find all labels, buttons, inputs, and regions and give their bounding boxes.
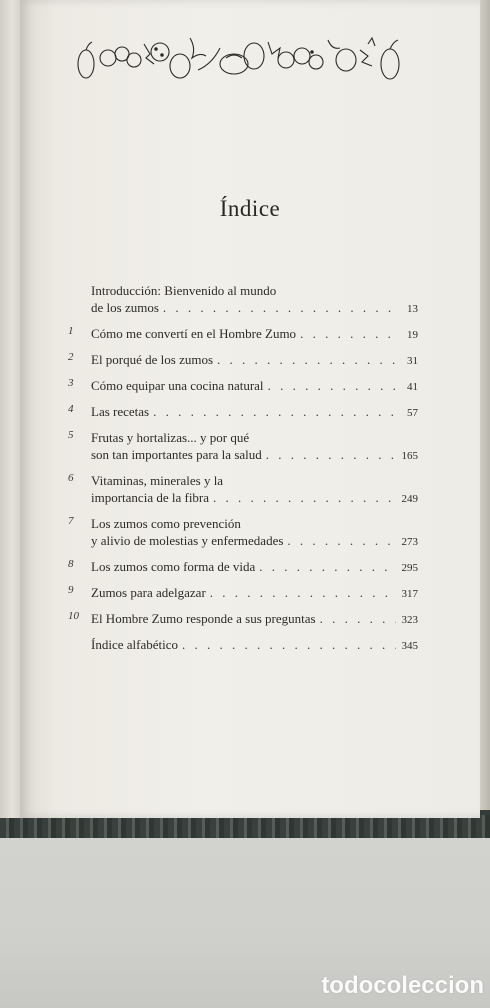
fruit-vegetable-border-icon bbox=[72, 30, 412, 90]
toc-line bbox=[91, 446, 418, 465]
chapter-title: y alivio de molestias y enfermedades bbox=[91, 533, 284, 548]
page-number: 13 bbox=[407, 303, 418, 315]
dot-leader bbox=[266, 446, 396, 463]
toc-entry bbox=[68, 515, 418, 551]
chapter-title: Frutas y hortalizas... y por qué bbox=[91, 430, 250, 445]
toc-entry bbox=[68, 472, 418, 508]
toc-line bbox=[91, 403, 418, 422]
chapter-number: 5 bbox=[68, 429, 74, 441]
book-edge bbox=[0, 815, 490, 840]
toc-entry bbox=[68, 403, 418, 422]
chapter-number: 1 bbox=[68, 325, 74, 337]
table-of-contents bbox=[68, 282, 418, 662]
page-number: 317 bbox=[401, 588, 418, 600]
dot-leader bbox=[320, 610, 396, 627]
chapter-title: Zumos para adelgazar bbox=[91, 585, 206, 600]
page-number: 41 bbox=[407, 381, 418, 393]
page-number: 165 bbox=[401, 450, 418, 462]
toc-entry bbox=[68, 558, 418, 577]
chapter-title: Índice alfabético bbox=[91, 637, 178, 652]
toc-line bbox=[91, 584, 418, 603]
chapter-title: Los zumos como prevención bbox=[91, 516, 241, 531]
page-number: 273 bbox=[401, 536, 418, 548]
toc-line bbox=[91, 325, 418, 344]
toc-entry bbox=[68, 377, 418, 396]
toc-line bbox=[91, 429, 418, 446]
page-number: 57 bbox=[407, 407, 418, 419]
toc-line bbox=[91, 282, 418, 299]
watermark-logo: todocoleccion bbox=[321, 972, 484, 999]
chapter-title: Cómo equipar una cocina natural bbox=[91, 378, 264, 393]
page-number: 249 bbox=[401, 493, 418, 505]
toc-line bbox=[91, 610, 418, 629]
dot-leader bbox=[300, 325, 396, 342]
dot-leader bbox=[259, 558, 396, 575]
toc-line bbox=[91, 472, 418, 489]
page-number: 295 bbox=[401, 562, 418, 574]
chapter-title: Vitaminas, minerales y la bbox=[91, 473, 224, 488]
chapter-title: de los zumos bbox=[91, 300, 159, 315]
dot-leader bbox=[217, 351, 396, 368]
toc-entry bbox=[72, 636, 418, 655]
chapter-number: 3 bbox=[68, 377, 74, 389]
toc-line bbox=[91, 299, 418, 318]
toc-line bbox=[91, 532, 418, 551]
page-stack-edge bbox=[480, 0, 490, 810]
chapter-title: El Hombre Zumo responde a sus preguntas bbox=[91, 611, 316, 626]
chapter-number: 7 bbox=[68, 515, 74, 527]
dot-leader bbox=[210, 584, 396, 601]
toc-entry bbox=[72, 282, 418, 318]
toc-line bbox=[91, 351, 418, 370]
toc-entry bbox=[68, 351, 418, 370]
page-title: Índice bbox=[219, 196, 281, 221]
toc-line bbox=[91, 558, 418, 577]
dot-leader bbox=[153, 403, 396, 420]
page-number: 345 bbox=[401, 640, 418, 652]
chapter-title: importancia de la fibra bbox=[91, 490, 210, 505]
toc-line bbox=[91, 489, 418, 508]
chapter-title: son tan importantes para la salud bbox=[91, 447, 262, 462]
dot-leader bbox=[163, 299, 396, 316]
toc-entry bbox=[68, 610, 418, 629]
page-number: 323 bbox=[401, 614, 418, 626]
page-number: 31 bbox=[407, 355, 418, 367]
chapter-number: 9 bbox=[68, 584, 74, 596]
dot-leader bbox=[213, 489, 396, 506]
dot-leader bbox=[287, 532, 396, 549]
chapter-number: 4 bbox=[68, 403, 74, 415]
chapter-number: 8 bbox=[68, 558, 74, 570]
chapter-title: El porqué de los zumos bbox=[91, 352, 214, 367]
page-number: 19 bbox=[407, 329, 418, 341]
toc-line bbox=[91, 515, 418, 532]
toc-entry bbox=[68, 325, 418, 344]
left-page-edge bbox=[0, 0, 21, 818]
dot-leader bbox=[268, 377, 396, 394]
chapter-number: 2 bbox=[68, 351, 74, 363]
chapter-title: Las recetas bbox=[91, 404, 150, 419]
toc-line bbox=[91, 636, 418, 655]
chapter-number: 6 bbox=[68, 472, 74, 484]
chapter-number: 10 bbox=[68, 610, 79, 622]
chapter-title: Los zumos como forma de vida bbox=[91, 559, 256, 574]
chapter-title: Introducción: Bienvenido al mundo bbox=[91, 283, 277, 298]
dot-leader bbox=[182, 636, 396, 653]
toc-entry bbox=[68, 584, 418, 603]
chapter-title: Cómo me convertí en el Hombre Zumo bbox=[91, 326, 297, 341]
toc-line bbox=[91, 377, 418, 396]
toc-entry bbox=[68, 429, 418, 465]
